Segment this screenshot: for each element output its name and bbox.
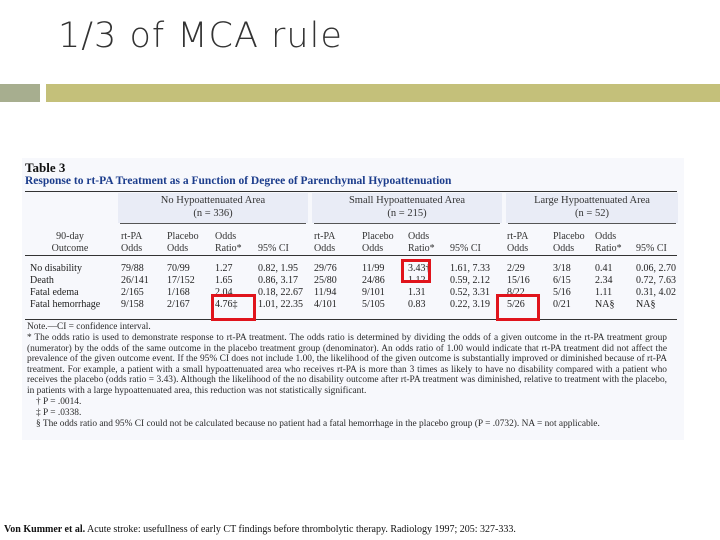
column-header: 95% CI — [258, 243, 289, 254]
table-cell: 0.41 — [595, 263, 613, 274]
table-cell: 5/105 — [362, 299, 385, 310]
group-title-small: Small Hypoattenuated Area — [348, 195, 466, 206]
outcome-death: Death — [30, 275, 54, 286]
table-cell: 79/88 — [121, 263, 144, 274]
slide-title: 1/3 of MCA rule — [58, 16, 343, 56]
group-line-large — [508, 223, 676, 224]
table-cell: 1.65 — [215, 275, 233, 286]
table-cell: 25/80 — [314, 275, 337, 286]
table-cell: 0.72, 7.63 — [636, 275, 676, 286]
outcome-fatal-hemorrhage: Fatal hemorrhage — [30, 299, 101, 310]
citation — [4, 524, 516, 535]
group-title-none: No Hypoattenuated Area — [160, 195, 266, 206]
group-n-large: (n = 52) — [575, 208, 609, 219]
accent-bar-left — [0, 84, 40, 102]
highlight-fatal-hemorrhage-large — [496, 294, 540, 321]
table-cell: 0.06, 2.70 — [636, 263, 676, 274]
table-cell: 0.82, 1.95 — [258, 263, 298, 274]
table-cell: 6/15 — [553, 275, 571, 286]
highlight-fatal-hemorrhage-none — [211, 294, 256, 321]
table-cell: 29/76 — [314, 263, 337, 274]
table-cell: 4.76‡ — [215, 299, 238, 310]
group-line-none — [120, 223, 306, 224]
table-cell: 11/99 — [362, 263, 385, 274]
table-cell: 1.11 — [595, 287, 613, 298]
table-cell: 2/165 — [121, 287, 144, 298]
table-cell: 9/101 — [362, 287, 385, 298]
group-n-none: (n = 336) — [193, 208, 233, 219]
column-header: 95% CI — [450, 243, 481, 254]
table-cell: 0.22, 3.19 — [450, 299, 490, 310]
table-cell: 9/158 — [121, 299, 144, 310]
note-odds-ratio: * The odds ratio is used to demonstrate response to rt-PA treatment. The odds ratio is determined by dividing the odds of a given outcome in the rt-PA treatment group (numerator) by the odds of the same outcome in the placebo treatment group (denominator). An odds ratio of 1.00 would indicate that rt-PA treatment did not affect the prevalence of the given outcome event. If the 95% CI does not include 1.00, the likelihood of the given outcome is substantially improved or diminished because of rt-PA treatment. For example, a patient with a small hypoattenuated area who receives rt-PA is more than 3 times as likely to have no disability compared with a patient who receives the placebo (odds ratio = 3.43). Although the likelihood of the no disability outcome after rt-PA treatment was diminished, relative to treatment with the placebo, in patients with a large hypoattenuated area, this reduction was not statistically significant. — [27, 333, 667, 396]
column-header: rt-PA Odds — [314, 231, 336, 254]
table-cell: 2.04 — [215, 287, 233, 298]
table-cell: 0.83 — [408, 299, 426, 310]
table-bottom-rule — [25, 319, 677, 320]
citation-authors: Von Kummer et al. — [4, 524, 86, 535]
group-line-small — [314, 223, 500, 224]
table-cell: 1.27 — [215, 263, 233, 274]
note-definition: Note.—CI = confidence interval. — [27, 322, 151, 332]
table-cell: 17/152 — [167, 275, 195, 286]
group-n-small: (n = 215) — [387, 208, 427, 219]
table-cell: 4/101 — [314, 299, 337, 310]
table-cell: 1.61, 7.33 — [450, 263, 490, 274]
column-header: Odds Ratio* — [595, 231, 622, 254]
outcome-fatal-edema: Fatal edema — [30, 287, 79, 298]
column-header: Placebo Odds — [553, 231, 585, 254]
column-header: rt-PA Odds — [507, 231, 529, 254]
table-cell: 0.18, 22.67 — [258, 287, 303, 298]
table-cell: 11/94 — [314, 287, 337, 298]
table-cell: 0.52, 3.31 — [450, 287, 490, 298]
table-figure — [22, 158, 684, 440]
table-cell: 0.59, 2.12 — [450, 275, 490, 286]
note-double-dagger: ‡ P = .0338. — [36, 408, 82, 418]
table-top-rule — [25, 191, 677, 192]
table-cell: 5/26 — [507, 299, 525, 310]
table-cell: NA§ — [595, 299, 615, 310]
table-cell: 2.34 — [595, 275, 613, 286]
table-cell: 24/86 — [362, 275, 385, 286]
table-cell: 3.43† — [408, 263, 431, 274]
group-title-large: Large Hypoattenuated Area — [534, 195, 650, 206]
table-cell: 5/16 — [553, 287, 571, 298]
table-cell: 1/168 — [167, 287, 190, 298]
accent-bar-right — [46, 84, 720, 102]
table-cell: 0.86, 3.17 — [258, 275, 298, 286]
outcome-header: 90-day Outcome — [51, 231, 89, 254]
note-dagger: † P = .0014. — [36, 397, 82, 407]
table-cell: 26/141 — [121, 275, 149, 286]
column-header: Odds Ratio* — [215, 231, 242, 254]
column-header: 95% CI — [636, 243, 667, 254]
table-cell: 8/22 — [507, 287, 525, 298]
column-header: Placebo Odds — [167, 231, 199, 254]
table-cell: 70/99 — [167, 263, 190, 274]
highlight-no-disability-small — [401, 259, 431, 283]
column-header: Placebo Odds — [362, 231, 394, 254]
table-cell: 1.12 — [408, 275, 426, 286]
table-cell: 2/29 — [507, 263, 525, 274]
table-cell: 1.01, 22.35 — [258, 299, 303, 310]
table-cell: 15/16 — [507, 275, 530, 286]
note-section: § The odds ratio and 95% CI could not be calculated because no patient had a fatal hemorrhage in the placebo group (P = .0732). NA = not applicable. — [36, 419, 600, 429]
table-cell: 2/167 — [167, 299, 190, 310]
column-header: rt-PA Odds — [121, 231, 143, 254]
table-cell: 3/18 — [553, 263, 571, 274]
table-cell: 0.31, 4.02 — [636, 287, 676, 298]
outcome-no-disability: No disability — [30, 263, 82, 274]
table-head-rule — [25, 255, 677, 256]
table-label: Table 3 — [25, 160, 66, 175]
table-caption: Response to rt-PA Treatment as a Function of Degree of Parenchymal Hypoattenuation — [25, 175, 452, 187]
citation-text: Acute stroke: usefullness of early CT findings before thrombolytic therapy. Radiology 1997; 205: 327-333. — [85, 524, 516, 535]
table-cell: NA§ — [636, 299, 656, 310]
table-cell: 1.31 — [408, 287, 426, 298]
table-cell: 0/21 — [553, 299, 571, 310]
column-header: Odds Ratio* — [408, 231, 435, 254]
